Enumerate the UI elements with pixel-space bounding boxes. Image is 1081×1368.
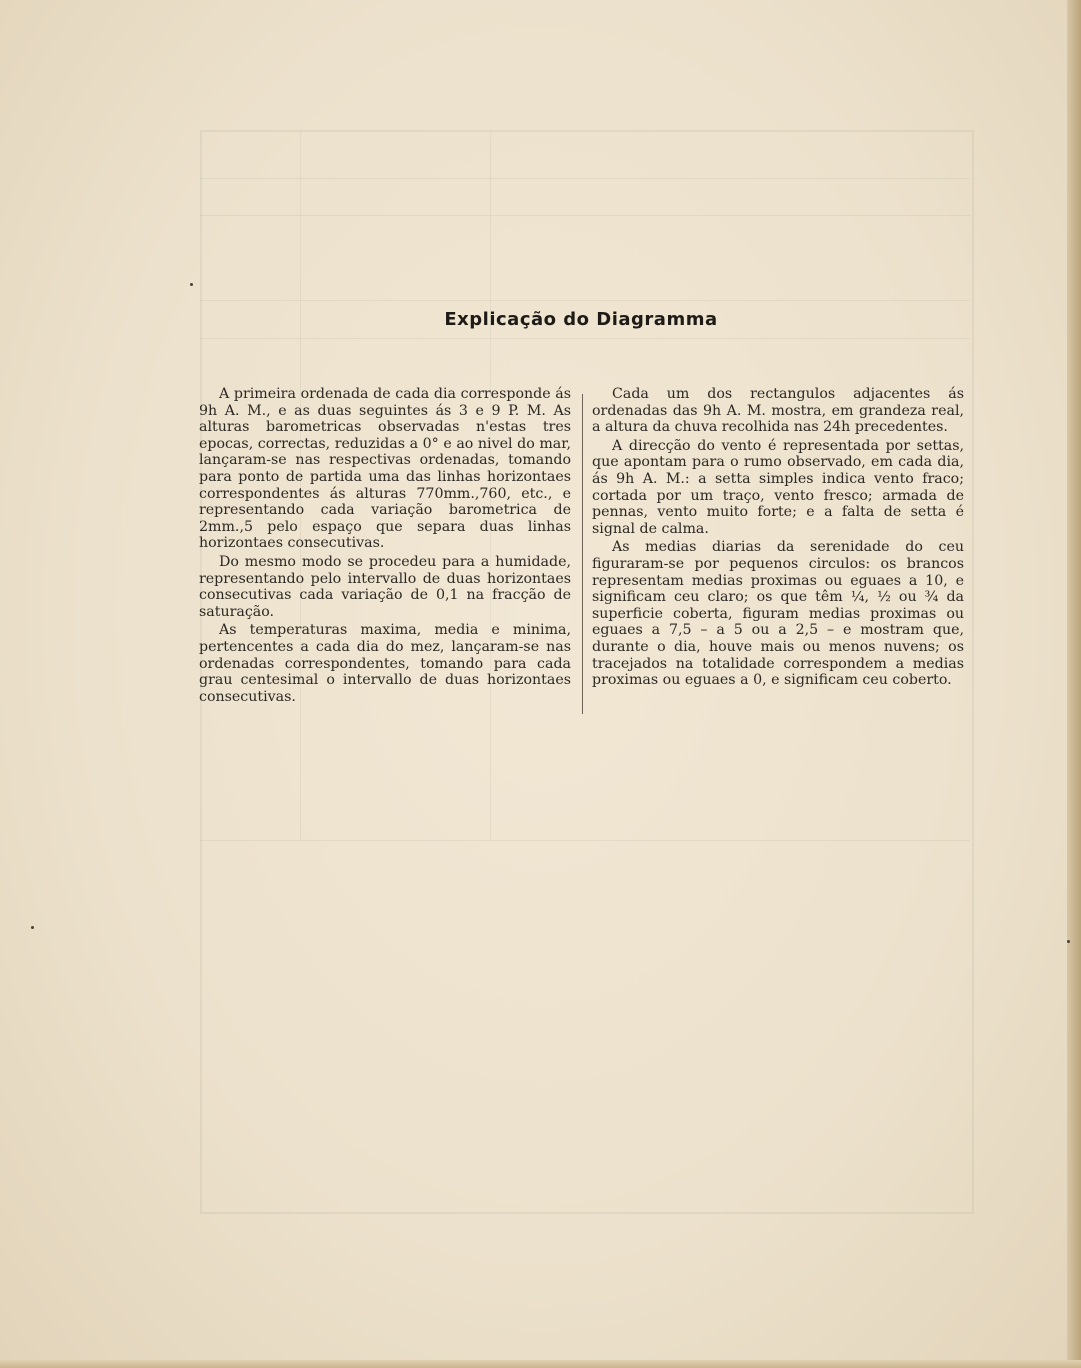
document-title: Explicação do Diagramma (444, 309, 718, 330)
paragraph: A primeira ordenada de cada dia corresponde ás 9h A. M., e as duas seguintes ás 3 e 9 P. M. As alturas barometricas observadas n'estas tres epocas, correctas, reduzidas a 0° e ao nivel do mar, lançaram-se nas respectivas ordenadas, tomando para ponto de partida uma das linhas horizontaes correspondentes ás alturas 770mm.,760, etc., e representando cada variação barometrica de 2mm.,5 pelo espaço que separa duas linhas horizontaes consecutivas. (199, 386, 571, 552)
show-through-line (200, 300, 970, 301)
show-through-line (200, 178, 970, 179)
paragraph: Do mesmo modo se procedeu para a humidade, representando pelo intervallo de duas horizontaes consecutivas cada variação de 0,1 na fracção de saturação. (199, 553, 571, 620)
show-through-line (200, 840, 970, 841)
ink-spot (1067, 940, 1070, 943)
ink-spot (190, 283, 193, 286)
right-column (592, 386, 964, 689)
paragraph: As medias diarias da serenidade do ceu figuraram-se por pequenos circulos: os brancos representam medias proximas ou eguaes a 10, e significam ceu claro; os que têm ¼, ½ ou ¾ da superficie coberta, figuram medias proximas ou eguaes a 7,5 – a 5 ou a 2,5 – e mostram que, durante o dia, houve mais ou menos nuvens; os tracejados na totalidade correspondem a medias proximas ou eguaes a 0, e significam ceu coberto. (592, 539, 964, 689)
show-through-line (200, 338, 970, 339)
column-divider (582, 394, 583, 714)
paragraph: Cada um dos rectangulos adjacentes ás ordenadas das 9h A. M. mostra, em grandeza real, a altura da chuva recolhida nas 24h precedentes. (592, 386, 964, 436)
page-edge-right (1067, 0, 1081, 1368)
left-column (199, 386, 571, 705)
page-edge-bottom (0, 1360, 1081, 1368)
show-through-line (200, 215, 970, 216)
paragraph: As temperaturas maxima, media e minima, pertencentes a cada dia do mez, lançaram-se nas ordenadas correspondentes, tomando para cada grau centesimal o intervallo de duas horizontaes consecutivas. (199, 622, 571, 705)
paragraph: A direcção do vento é representada por settas, que apontam para o rumo observado, em cada dia, ás 9h A. M.: a setta simples indica vento fraco; cortada por um traço, vento fresco; armada de pennas, vento muito forte; e a falta de setta é signal de calma. (592, 437, 964, 537)
ink-spot (31, 926, 34, 929)
